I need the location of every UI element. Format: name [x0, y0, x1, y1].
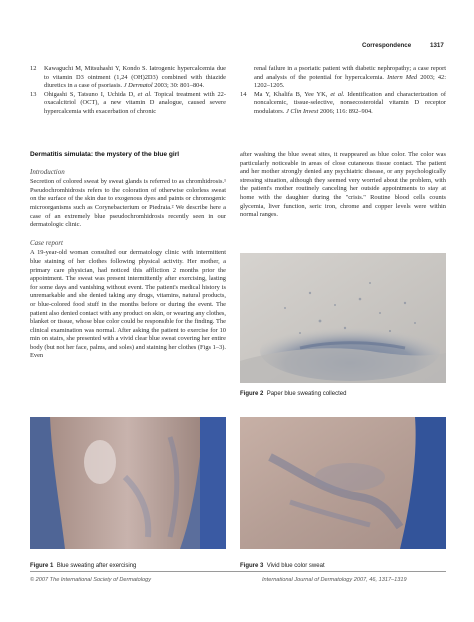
- figure-2-image: [240, 253, 446, 383]
- intro-paragraph: Secretion of colored sweat by sweat glands is referred to as chromhidrosis.¹ Pseudochromhidrosis refers to the coloration of otherwise colorless sweat on the surface of the skin due to exogenous dyes and paints or chromogenic microorganisms such as Corynebacterium or Piedraia.² We describe here a case of an extremely blue pseudochromhidrosis recently seen in our dermatologic clinic.: [30, 178, 226, 229]
- footer-journal: International Journal of Dermatology 2007, 46, 1317–1319: [262, 577, 407, 583]
- figure-3-caption: Figure 3 Vivid blue color sweat: [240, 563, 325, 569]
- references-right: [240, 65, 446, 117]
- figure-1-image: [30, 417, 226, 549]
- article-title: Dermatitis simulata: the mystery of the blue girl: [30, 151, 180, 158]
- reference-item: 12 Kawaguchi M, Mitsuhashi Y, Kondo S. Iatrogenic hypercalcemia due to vitamin D3 ointment (1,24 (OH)2D3) combined with thiazide diuretics in a case of psoriasis. J Dermatol 2003; 30: 801–804.: [30, 65, 226, 90]
- references-left: [30, 65, 226, 117]
- reference-item: 14 Ma Y, Khalifa B, Yee YK, et al. Identification and characterization of noncalcemic, tissue-selective, nonsecosteroidal vitamin D receptor modulators. J Clin Invest 2006; 116: 892–904.: [240, 90, 446, 115]
- footer-copyright: © 2007 The International Society of Dermatology: [30, 577, 152, 583]
- page-number: 1317: [430, 42, 444, 49]
- continued-paragraph: after washing the blue sweat sites, it reappeared as blue color. The color was particularly noticeable in areas of close cutaneous tissue contact. The patient and her mother strongly denied any psychiatric disease, or any psychologically stressing situation, although they seemed very worried about the problem, with the patient's mother routinely canceling her outside appointments to stay at home with the daughter during the "crisis." Routine blood cells counts glycemia, liver function, seric iron, chrome and copper levels were within normal ranges.: [240, 151, 446, 219]
- figure-3-image: [240, 417, 446, 549]
- running-header: Correspondence: [362, 42, 412, 49]
- article-right-column: [240, 151, 446, 220]
- case-paragraph: A 19-year-old woman consulted our dermatology clinic with intermittent blue staining of her clothes following physical activity. Her mother, a primary care physician, had noticed this affliction 2 months prior the appointment. The sweat was present intermittently after exercising, lasting for some days and vanishing without event. The patient's medical history is unremarkable and she denied taking any drugs, vitamins, natural products, or blue-colored food stuff in the months before or during the event. The patient also denied contact with any product on skin, or wearing any clothes, blanket or tissue, whose blue color could be responsible for the finding. The clinical examination was normal. After asking the patient to exercise for 10 min on stairs, she presented with a vivid clear blue sweat covering her entire body (but not her face, palms, and soles) and staining her clothes (Figs 1–3). Even: [30, 249, 226, 360]
- intro-heading: Introduction: [30, 167, 65, 176]
- reference-item: 13 Ohigashi S, Tatsuno I, Uchida D, et al. Topical treatment with 22-oxacalcitriol (OCT), a new vitamin D analogue, caused severe hypercalcemia with exacerbation of chronic: [30, 90, 227, 115]
- figure-2-caption: Figure 2 Paper blue sweating collected: [240, 391, 347, 397]
- figure-1-caption: Figure 1 Blue sweating after exercising: [30, 563, 137, 569]
- footer-rule: [30, 571, 446, 572]
- article-left-column: [30, 151, 226, 361]
- case-heading: Case report: [30, 238, 63, 247]
- reference-item: renal failure in a psoriatic patient with diabetic nephropathy; a case report and analysis of the potential for hypercalcemia. Intern Med 2003; 42: 1202–1205.: [254, 65, 447, 90]
